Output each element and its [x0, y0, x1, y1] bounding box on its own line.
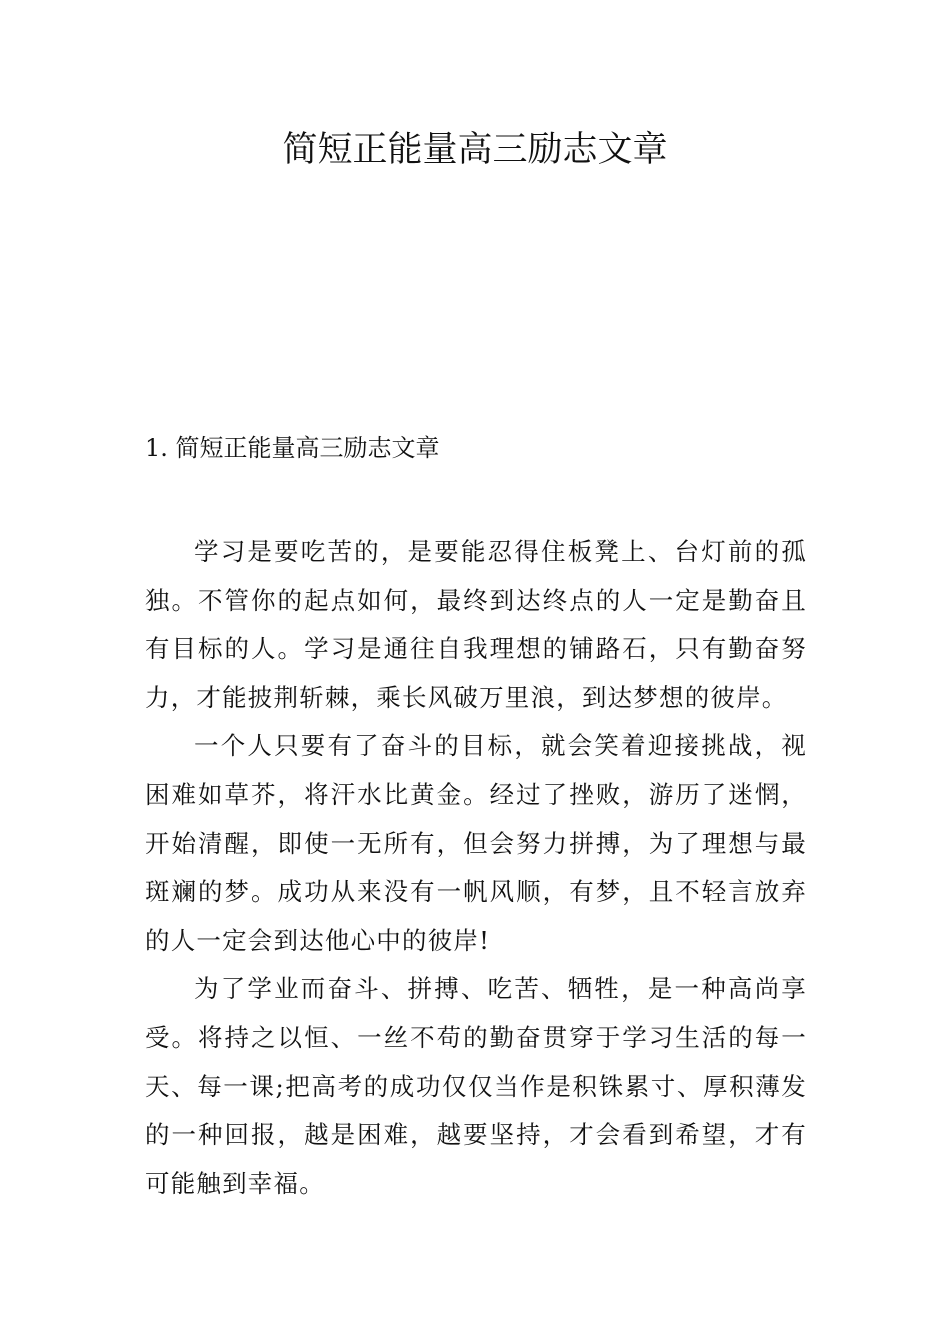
paragraph: 一个人只要有了奋斗的目标，就会笑着迎接挑战，视困难如草芥，将汗水比黄金。经过了挫败，游历了迷惘，开始清醒，即使一无所有，但会努力拼搏，为了理想与最斑斓的梦。成功从来没有一帆风顺，有梦，且不轻言放弃的人一定会到达他心中的彼岸! — [145, 731, 807, 955]
document-title: 简短正能量高三励志文章 — [282, 130, 668, 170]
paragraph: 为了学业而奋斗、拼搏、吃苦、牺牲，是一种高尚享受。将持之以恒、一丝不苟的勤奋贯穿于学习生活的每一天、每一课;把高考的成功仅仅当作是积铢累寸、厚积薄发的一种回报，越是困难，越要坚持，才会看到希望，才有可能触到幸福。 — [145, 974, 807, 1198]
body-text — [145, 528, 807, 1208]
section-heading: 1. 简短正能量高三励志文章 — [145, 434, 440, 462]
paragraph: 学习是要吃苦的，是要能忍得住板凳上、台灯前的孤独。不管你的起点如何，最终到达终点的人一定是勤奋且有目标的人。学习是通往自我理想的铺路石，只有勤奋努力，才能披荆斩棘，乘长风破万里浪，到达梦想的彼岸。 — [145, 537, 807, 712]
